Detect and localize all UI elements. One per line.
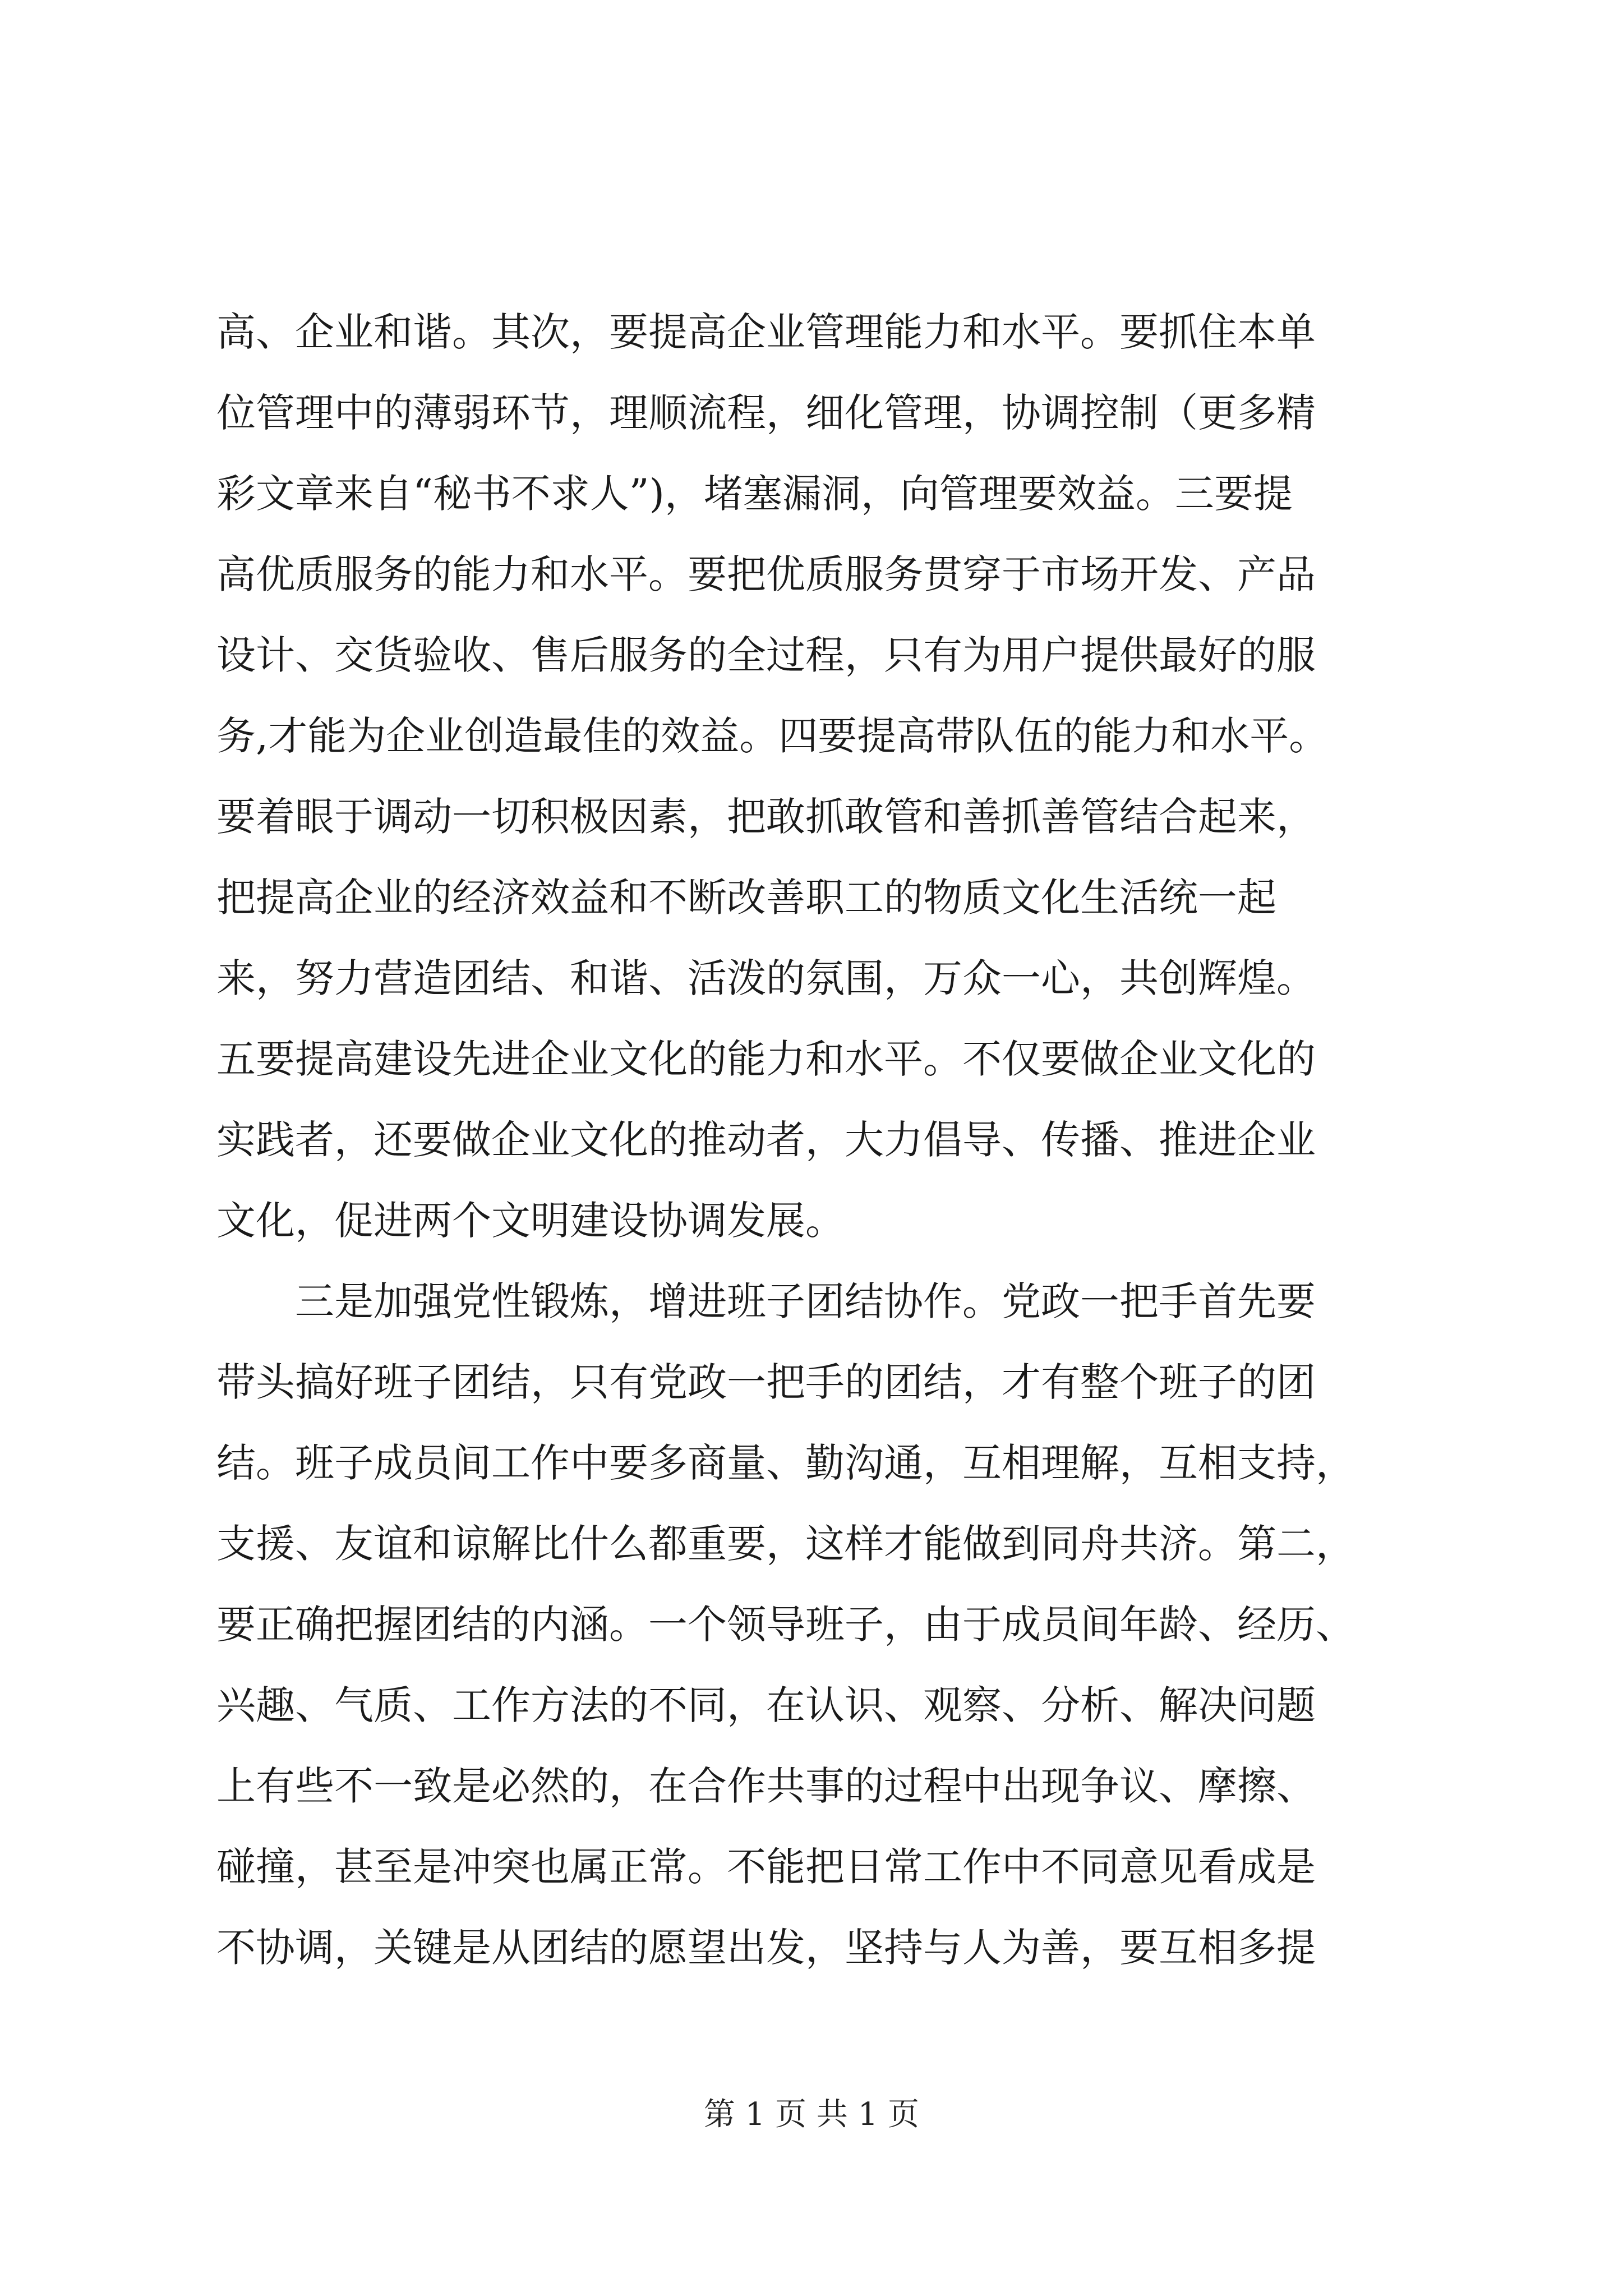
document-body	[216, 292, 1411, 1988]
text-line: 高、企业和谐。其次，要提高企业管理能力和水平。要抓住本单	[216, 309, 1316, 355]
text-line: 务,才能为企业创造最佳的效益。四要提高带队伍的能力和水平。	[216, 713, 1329, 759]
text-line: 高优质服务的能力和水平。要把优质服务贯穿于市场开发、产品	[216, 551, 1316, 597]
text-line: 带头搞好班子团结，只有党政一把手的团结，才有整个班子的团	[216, 1359, 1316, 1405]
text-line: 把提高企业的经济效益和不断改善职工的物质文化生活统一起	[216, 875, 1276, 921]
text-line: 要着眼于调动一切积极因素，把敢抓敢管和善抓善管结合起来，	[216, 794, 1316, 840]
text-line: 支援、友谊和谅解比什么都重要，这样才能做到同舟共济。第二，	[216, 1521, 1355, 1567]
text-line: 不协调，关键是从团结的愿望出发，坚持与人为善，要互相多提	[216, 1925, 1316, 1971]
text-line: 上有些不一致是必然的，在合作共事的过程中出现争议、摩擦、	[216, 1763, 1316, 1809]
text-line: 要正确把握团结的内涵。一个领导班子，由于成员间年龄、经历、	[216, 1602, 1355, 1648]
text-line: 实践者，还要做企业文化的推动者，大力倡导、传播、推进企业	[216, 1117, 1316, 1163]
text-line: 碰撞，甚至是冲突也属正常。不能把日常工作中不同意见看成是	[216, 1844, 1316, 1890]
text-line: 位管理中的薄弱环节，理顺流程，细化管理，协调控制（更多精	[216, 390, 1316, 436]
text-line: 设计、交货验收、售后服务的全过程，只有为用户提供最好的服	[216, 632, 1316, 678]
paragraph-start-line: 三是加强党性锻炼，增进班子团结协作。党政一把手首先要	[295, 1278, 1316, 1324]
text-line: 来，努力营造团结、和谐、活泼的氛围，万众一心，共创辉煌。	[216, 955, 1316, 1001]
text-line: 文化，促进两个文明建设协调发展。	[216, 1198, 845, 1244]
text-line: 兴趣、气质、工作方法的不同，在认识、观察、分析、解决问题	[216, 1682, 1316, 1728]
text-line: 五要提高建设先进企业文化的能力和水平。不仅要做企业文化的	[216, 1036, 1316, 1082]
text-line: 彩文章来自“秘书不求人”)，堵塞漏洞，向管理要效益。三要提	[216, 471, 1293, 517]
text-line: 结。班子成员间工作中要多商量、勤沟通，互相理解，互相支持，	[216, 1440, 1355, 1486]
page-footer: 第 1 页 共 1 页	[703, 2096, 920, 2133]
